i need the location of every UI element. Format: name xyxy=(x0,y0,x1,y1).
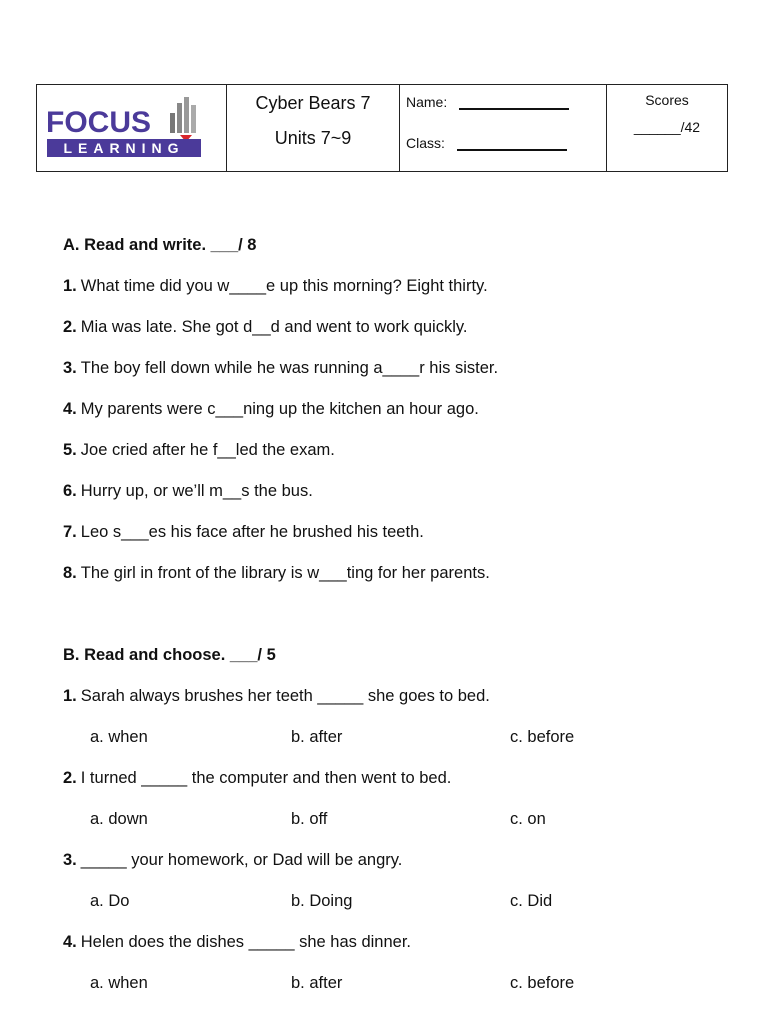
options-b3 xyxy=(63,890,723,931)
question-a2: 2. Mia was late. She got d__d and went to work quickly. xyxy=(63,318,468,336)
section-a-heading: A. Read and write. ___/ 8 xyxy=(63,236,257,254)
class-blank-line[interactable] xyxy=(457,139,567,151)
name-class-cell xyxy=(400,85,607,171)
logo-word-learning: LEARNING xyxy=(63,140,185,156)
question-a4: 4. My parents were c___ning up the kitchen an hour ago. xyxy=(63,400,479,418)
option-a[interactable]: a. when xyxy=(90,728,148,746)
question-b3: 3. _____ your homework, or Dad will be angry. xyxy=(63,851,403,869)
name-label: Name: xyxy=(406,94,448,110)
question-a1: 1. What time did you w____e up this morning? Eight thirty. xyxy=(63,277,488,295)
option-c[interactable]: c. on xyxy=(510,810,546,828)
question-a6: 6. Hurry up, or we’ll m__s the bus. xyxy=(63,482,313,500)
question-b4: 4. Helen does the dishes _____ she has dinner. xyxy=(63,933,412,951)
option-c[interactable]: c. before xyxy=(510,728,575,746)
question-b1: 1. Sarah always brushes her teeth _____ she goes to bed. xyxy=(63,687,490,705)
option-c[interactable]: c. before xyxy=(510,974,575,992)
question-b2: 2. I turned _____ the computer and then went to bed. xyxy=(63,769,452,787)
title-cell xyxy=(227,85,400,171)
question-a7: 7. Leo s___es his face after he brushed his teeth. xyxy=(63,523,424,541)
option-a[interactable]: a. when xyxy=(90,974,148,992)
name-field[interactable] xyxy=(406,94,569,110)
name-blank-line[interactable] xyxy=(459,98,569,110)
option-a[interactable]: a. Do xyxy=(90,892,130,910)
section-b-heading: B. Read and choose. ___/ 5 xyxy=(63,646,276,664)
class-label: Class: xyxy=(406,135,445,151)
class-field[interactable] xyxy=(406,135,567,151)
question-a3: 3. The boy fell down while he was running a____r his sister. xyxy=(63,359,499,377)
logo-cell xyxy=(37,85,227,171)
header-table xyxy=(36,84,728,172)
worksheet-content xyxy=(63,234,723,1013)
worksheet-units: Units 7~9 xyxy=(274,128,352,148)
options-b1 xyxy=(63,726,723,767)
scores-value: ______/42 xyxy=(633,119,701,135)
option-b[interactable]: b. after xyxy=(291,974,343,992)
options-b2 xyxy=(63,808,723,849)
scores-cell xyxy=(607,85,727,171)
option-a[interactable]: a. down xyxy=(90,810,148,828)
question-a5: 5. Joe cried after he f__led the exam. xyxy=(63,441,335,459)
option-b[interactable]: b. off xyxy=(291,810,328,828)
option-c[interactable]: c. Did xyxy=(510,892,553,910)
option-b[interactable]: b. after xyxy=(291,728,343,746)
option-b[interactable]: b. Doing xyxy=(291,892,353,910)
worksheet-title: Cyber Bears 7 xyxy=(255,93,371,113)
logo-word-focus: FOCUS xyxy=(46,106,151,139)
focus-learning-logo xyxy=(46,95,232,161)
options-b4 xyxy=(63,972,723,1013)
section-spacer xyxy=(63,603,723,644)
scores-label: Scores xyxy=(645,92,689,108)
question-a8: 8. The girl in front of the library is w___ting for her parents. xyxy=(63,564,490,582)
